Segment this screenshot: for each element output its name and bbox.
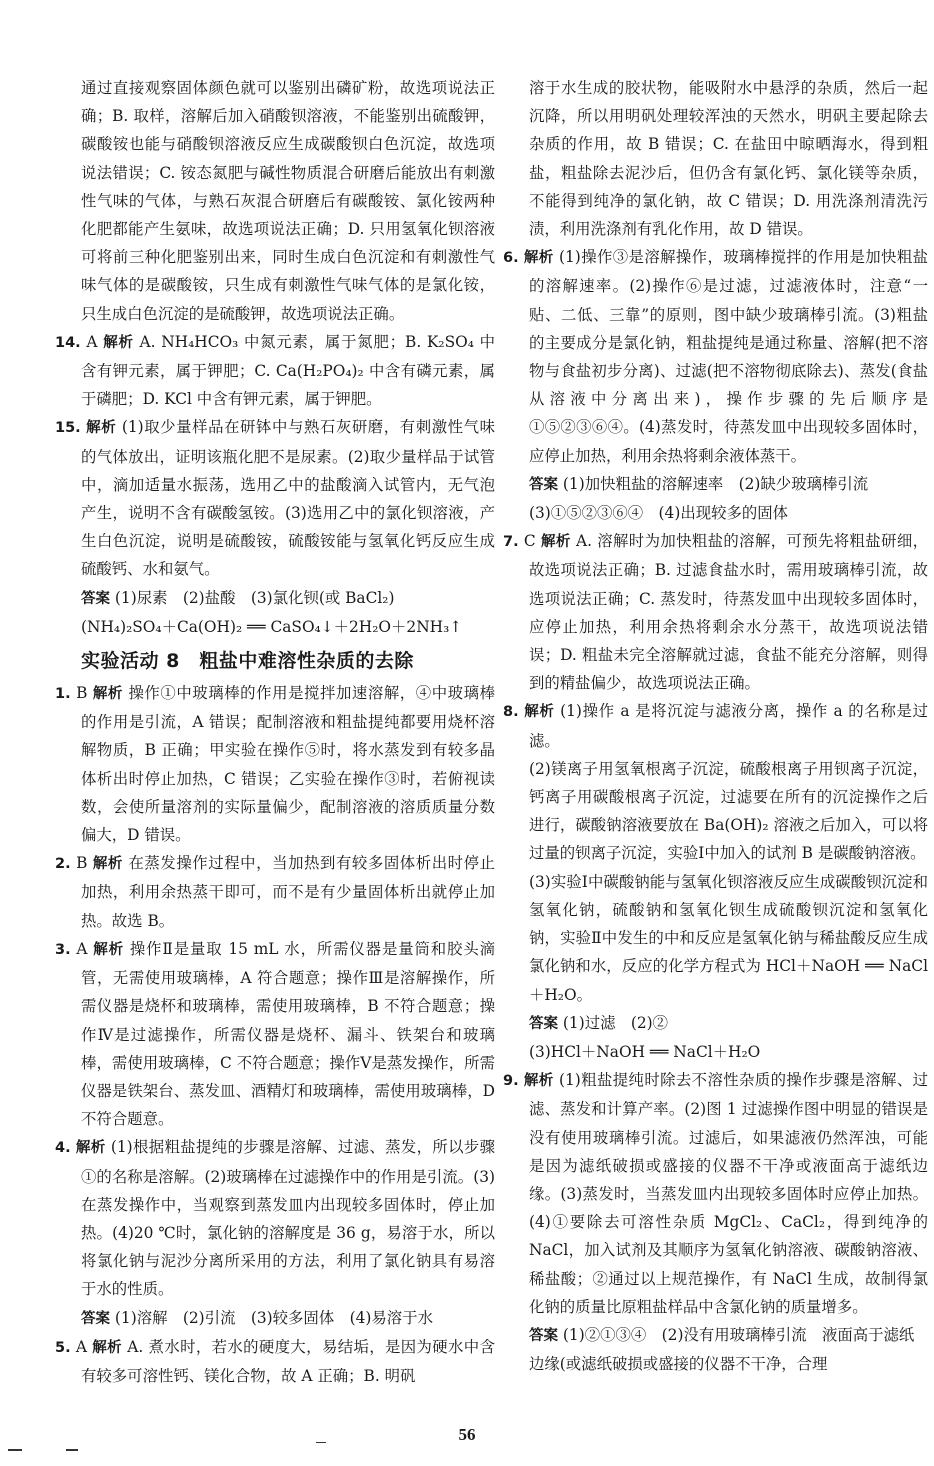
analysis-label: 解析 <box>103 334 134 351</box>
analysis-text: 操作①中玻璃棒的作用是搅拌加速溶解，④中玻璃棒的作用是引流，A 错误；配制溶液和粗盐提纯都要用烧杯溶解物质，B 正确；甲实验在操作⑤时，将水蒸发到有较多晶体析出时停止加热，C 错误；乙实验在操作③时，若俯视读数，会使所量溶剂的实际量偏少，配制溶液的溶质质量分数偏大，D 错误。 <box>81 684 495 845</box>
choice: A <box>86 332 98 351</box>
analysis-text: (1)操作③是溶解操作，玻璃棒搅拌的作用是加快粗盐的溶解速率。(2)操作⑥是过滤，过滤液体时，注意“一贴、二低、三靠”的原则，图中缺少玻璃棒引流。(3)粗盐的主要成分是氯化钠，粗盐提纯是通过称量、溶解(把不溶物与食盐初步分离)、过滤(把不溶物彻底除去)、蒸发(食盐从溶液中分离出来)，操作步骤的先后顺序是①⑤②③⑥④。(4)蒸发时，待蒸发皿中出现较多固体时，应停止加热，利用余热将剩余液体蒸干。 <box>529 248 929 465</box>
answer-s8-line-2: (3)HCl＋NaOH ══ NaCl＋H₂O <box>529 1042 761 1061</box>
analysis-text: 操作Ⅱ是量取 15 mL 水，所需仪器是量筒和胶头滴管，无需使用玻璃棒，A 符合题意；操作Ⅲ是溶解操作，所需仪器是烧杯和玻璃棒，需使用玻璃棒，B 不符合题意；操作Ⅳ是过滤操作，所需仪器是烧杯、漏斗、铁架台和玻璃棒，需使用玻璃棒，C 不符合题意；操作Ⅴ是蒸发操作，所需仪器是铁架台、蒸发皿、酒精灯和玻璃棒，需使用玻璃棒，D 不符合题意。 <box>81 939 495 1129</box>
choice: A <box>75 1337 87 1356</box>
question-s7 <box>503 527 928 697</box>
question-s3 <box>55 935 495 1133</box>
answer-s6-line-1 <box>503 470 928 499</box>
choice: A <box>76 939 88 958</box>
question-number: 15. <box>55 420 81 437</box>
right-column <box>503 74 928 1378</box>
answer-label: 答案 <box>81 590 110 607</box>
answer-s6-line-2: (3)①⑤②③⑥④ (4)出现较多的固体 <box>529 504 789 523</box>
question-number: 9. <box>503 1073 519 1090</box>
analysis-label: 解析 <box>523 250 554 267</box>
question-number: 7. <box>503 534 519 551</box>
answer-label: 答案 <box>529 1015 558 1032</box>
analysis-text: (1)操作 a 是将沉淀与滤液分离，操作 a 的名称是过滤。 <box>529 702 928 750</box>
question-s4 <box>55 1133 495 1303</box>
question-15 <box>55 413 495 583</box>
choice: B <box>76 684 88 703</box>
question-s1 <box>55 679 495 849</box>
answer-s8-line-1 <box>503 1009 928 1038</box>
answer-label: 答案 <box>529 476 558 493</box>
answer-label: 答案 <box>529 1327 558 1344</box>
question-s6 <box>503 243 928 470</box>
answer-15-line-1 <box>55 584 495 613</box>
question-s9 <box>503 1066 928 1321</box>
analysis-text: A. NH₄HCO₃ 中氮元素，属于氮肥；B. K₂SO₄ 中含有钾元素，属于钾肥；C. Ca(H₂PO₄)₂ 中含有磷元素，属于磷肥；D. KCl 中含有钾元素，属于钾肥。 <box>81 332 495 409</box>
question-s8 <box>503 697 928 754</box>
analysis-label: 解析 <box>524 704 555 721</box>
choice: B <box>76 854 88 873</box>
question-s5-continuation: 溶于水生成的胶状物，能吸附水中悬浮的杂质，然后一起沉降，所以用明矾处理较浑浊的天然水，明矾主要起除去杂质的作用，故 B 错误；C. 在盐田中晾晒海水，得到粗盐，粗盐除去泥沙后，但仍含有氯化钙、氯化镁等杂质，不能得到纯净的氯化钠，故 C 错误；D. 用洗涤剂清洗污渍，利用洗涤剂有乳化作用，故 D 错误。 <box>529 79 928 239</box>
scan-mark <box>316 1442 326 1443</box>
choice: C <box>523 532 536 551</box>
answer-text: (1)尿素 (2)盐酸 (3)氯化钡(或 BaCl₂) <box>114 588 395 607</box>
analysis-label: 解析 <box>92 856 123 873</box>
question-number: 6. <box>503 250 519 267</box>
answer-text: (1)加快粗盐的溶解速率 (2)缺少玻璃棒引流 <box>562 474 869 493</box>
analysis-label: 解析 <box>86 420 117 437</box>
answer-15-line-2: (NH₄)₂SO₄＋Ca(OH)₂ ══ CaSO₄↓＋2H₂O＋2NH₃↑ <box>81 617 463 636</box>
question-s2 <box>55 849 495 935</box>
question-number: 3. <box>55 941 71 958</box>
analysis-label: 解析 <box>92 1339 123 1356</box>
question-s8-part-3: (3)实验Ⅰ中碳酸钠能与氢氧化钡溶液反应生成碳酸钡沉淀和氢氧化钠，硫酸钠和氢氧化钡生成硫酸钡沉淀和氢氧化钠，实验Ⅱ中发生的中和反应是氢氧化钠与稀盐酸反应生成氯化钠和水，反应的化学方程式为 HCl＋NaOH ══ NaCl＋H₂O。 <box>529 872 928 1004</box>
answer-text: (1)过滤 (2)② <box>562 1013 669 1032</box>
answer-s4 <box>55 1304 495 1333</box>
scan-mark <box>66 1449 78 1451</box>
analysis-text: A. 溶解时为加快粗盐的溶解，可预先将粗盐研细，故选项说法正确；B. 过滤食盐水时，需用玻璃棒引流，故选项说法正确；C. 蒸发时，待蒸发皿中出现较多固体时，应停止加热，利用余热将剩余水分蒸干，故选项说法错误；D. 粗盐未完全溶解就过滤，食盐不能充分溶解，则得到的精盐偏少，故选项说法正确。 <box>529 532 929 693</box>
analysis-text: (1)根据粗盐提纯的步骤是溶解、过滤、蒸发，所以步骤①的名称是溶解。(2)玻璃棒在过滤操作中的作用是引流。(3)在蒸发操作中，当观察到蒸发皿内出现较多固体时，停止加热。(4)20 ℃时，氯化钠的溶解度是 36 g，易溶于水，所以将氯化钠与泥沙分离所采用的方法，利用了氯化钠具有易溶于水的性质。 <box>81 1138 495 1299</box>
left-column <box>55 74 495 1390</box>
analysis-label: 解析 <box>92 686 123 703</box>
scan-mark <box>8 1449 22 1451</box>
analysis-text: A. 煮水时，若水的硬度大，易结垢，是因为硬水中含有较多可溶性钙、镁化合物，故 A 正确；B. 明矾 <box>81 1337 495 1385</box>
section-title: 实验活动 8 粗盐中难溶性杂质的去除 <box>81 650 414 673</box>
analysis-label: 解析 <box>523 1073 554 1090</box>
analysis-label: 解析 <box>93 941 125 958</box>
question-number: 5. <box>55 1339 71 1356</box>
analysis-text: (1)取少量样品在研钵中与熟石灰研磨，有刺激性气味的气体放出，证明该瓶化肥不是尿素。(2)取少量样品于试管中，滴加适量水振荡，选用乙中的盐酸滴入试管内，无气泡产生，说明不含有碳酸氢铵。(3)选用乙中的氯化钡溶液，产生白色沉淀，说明是硫酸铵，硫酸铵能与氢氧化钙反应生成硫酸钙、水和氨气。 <box>81 418 495 579</box>
question-number: 4. <box>55 1140 71 1157</box>
answer-s9 <box>503 1321 928 1378</box>
question-s8-part-2: (2)镁离子用氢氧根离子沉淀，硫酸根离子用钡离子沉淀，钙离子用碳酸根离子沉淀，过滤要在所有的沉淀操作之后进行，碳酸钠溶液要放在 Ba(OH)₂ 溶液之后加入，可以将过量的钡离子沉淀，实验Ⅰ中加入的试剂 B 是碳酸钠溶液。 <box>529 759 928 863</box>
q13-continuation: 通过直接观察固体颜色就可以鉴别出磷矿粉，故选项说法正确；B. 取样，溶解后加入硝酸钡溶液，不能鉴别出硫酸钾，碳酸铵也能与硝酸钡溶液反应生成碳酸钡白色沉淀，故选项说法错误；C. 铵态氮肥与碱性物质混合研磨后能放出有刺激性气味的气体，与熟石灰混合研磨后有碳酸铵、氯化铵两种化肥都能产生氨味，故选项说法正确；D. 只用氢氧化钡溶液可将前三种化肥鉴别出来，同时生成白色沉淀和有刺激性气味气体的是碳酸铵，只生成有刺激性气味气体的是氯化铵，只生成白色沉淀的是硫酸钾，故选项说法正确。 <box>81 79 495 323</box>
question-number: 2. <box>55 856 71 873</box>
question-14 <box>55 328 495 414</box>
analysis-text: (1)粗盐提纯时除去不溶性杂质的操作步骤是溶解、过滤、蒸发和计算产率。(2)图 1 过滤操作图中明显的错误是没有使用玻璃棒引流。过滤后，如果滤液仍然浑浊，可能是因为滤纸破损或盛接的仪器不干净或液面高于滤纸边缘。(3)蒸发时，当蒸发皿内出现较多固体时应停止加热。(4)①要除去可溶性杂质 MgCl₂、CaCl₂，得到纯净的 NaCl，加入试剂及其顺序为氢氧化钠溶液、碳酸钠溶液、稀盐酸；②通过以上规范操作，有 NaCl 生成，故制得氯化钠的质量比原粗盐样品中含氯化钠的质量增多。 <box>529 1071 929 1316</box>
answer-text: (1)②①③④ (2)没有用玻璃棒引流 液面高于滤纸边缘(或滤纸破损或盛接的仪器不干净，合理 <box>529 1325 915 1374</box>
question-number: 14. <box>55 334 81 351</box>
analysis-label: 解析 <box>540 534 571 551</box>
page-number: 56 <box>458 1425 476 1444</box>
question-number: 1. <box>55 686 71 703</box>
question-s5 <box>55 1333 495 1390</box>
answer-text: (1)溶解 (2)引流 (3)较多固体 (4)易溶于水 <box>114 1308 433 1327</box>
analysis-label: 解析 <box>75 1140 106 1157</box>
analysis-text: 在蒸发操作过程中，当加热到有较多固体析出时停止加热，利用余热蒸干即可，而不是有少量固体析出就停止加热。故选 B。 <box>81 854 495 930</box>
question-number: 8. <box>503 704 519 721</box>
answer-label: 答案 <box>81 1310 110 1327</box>
